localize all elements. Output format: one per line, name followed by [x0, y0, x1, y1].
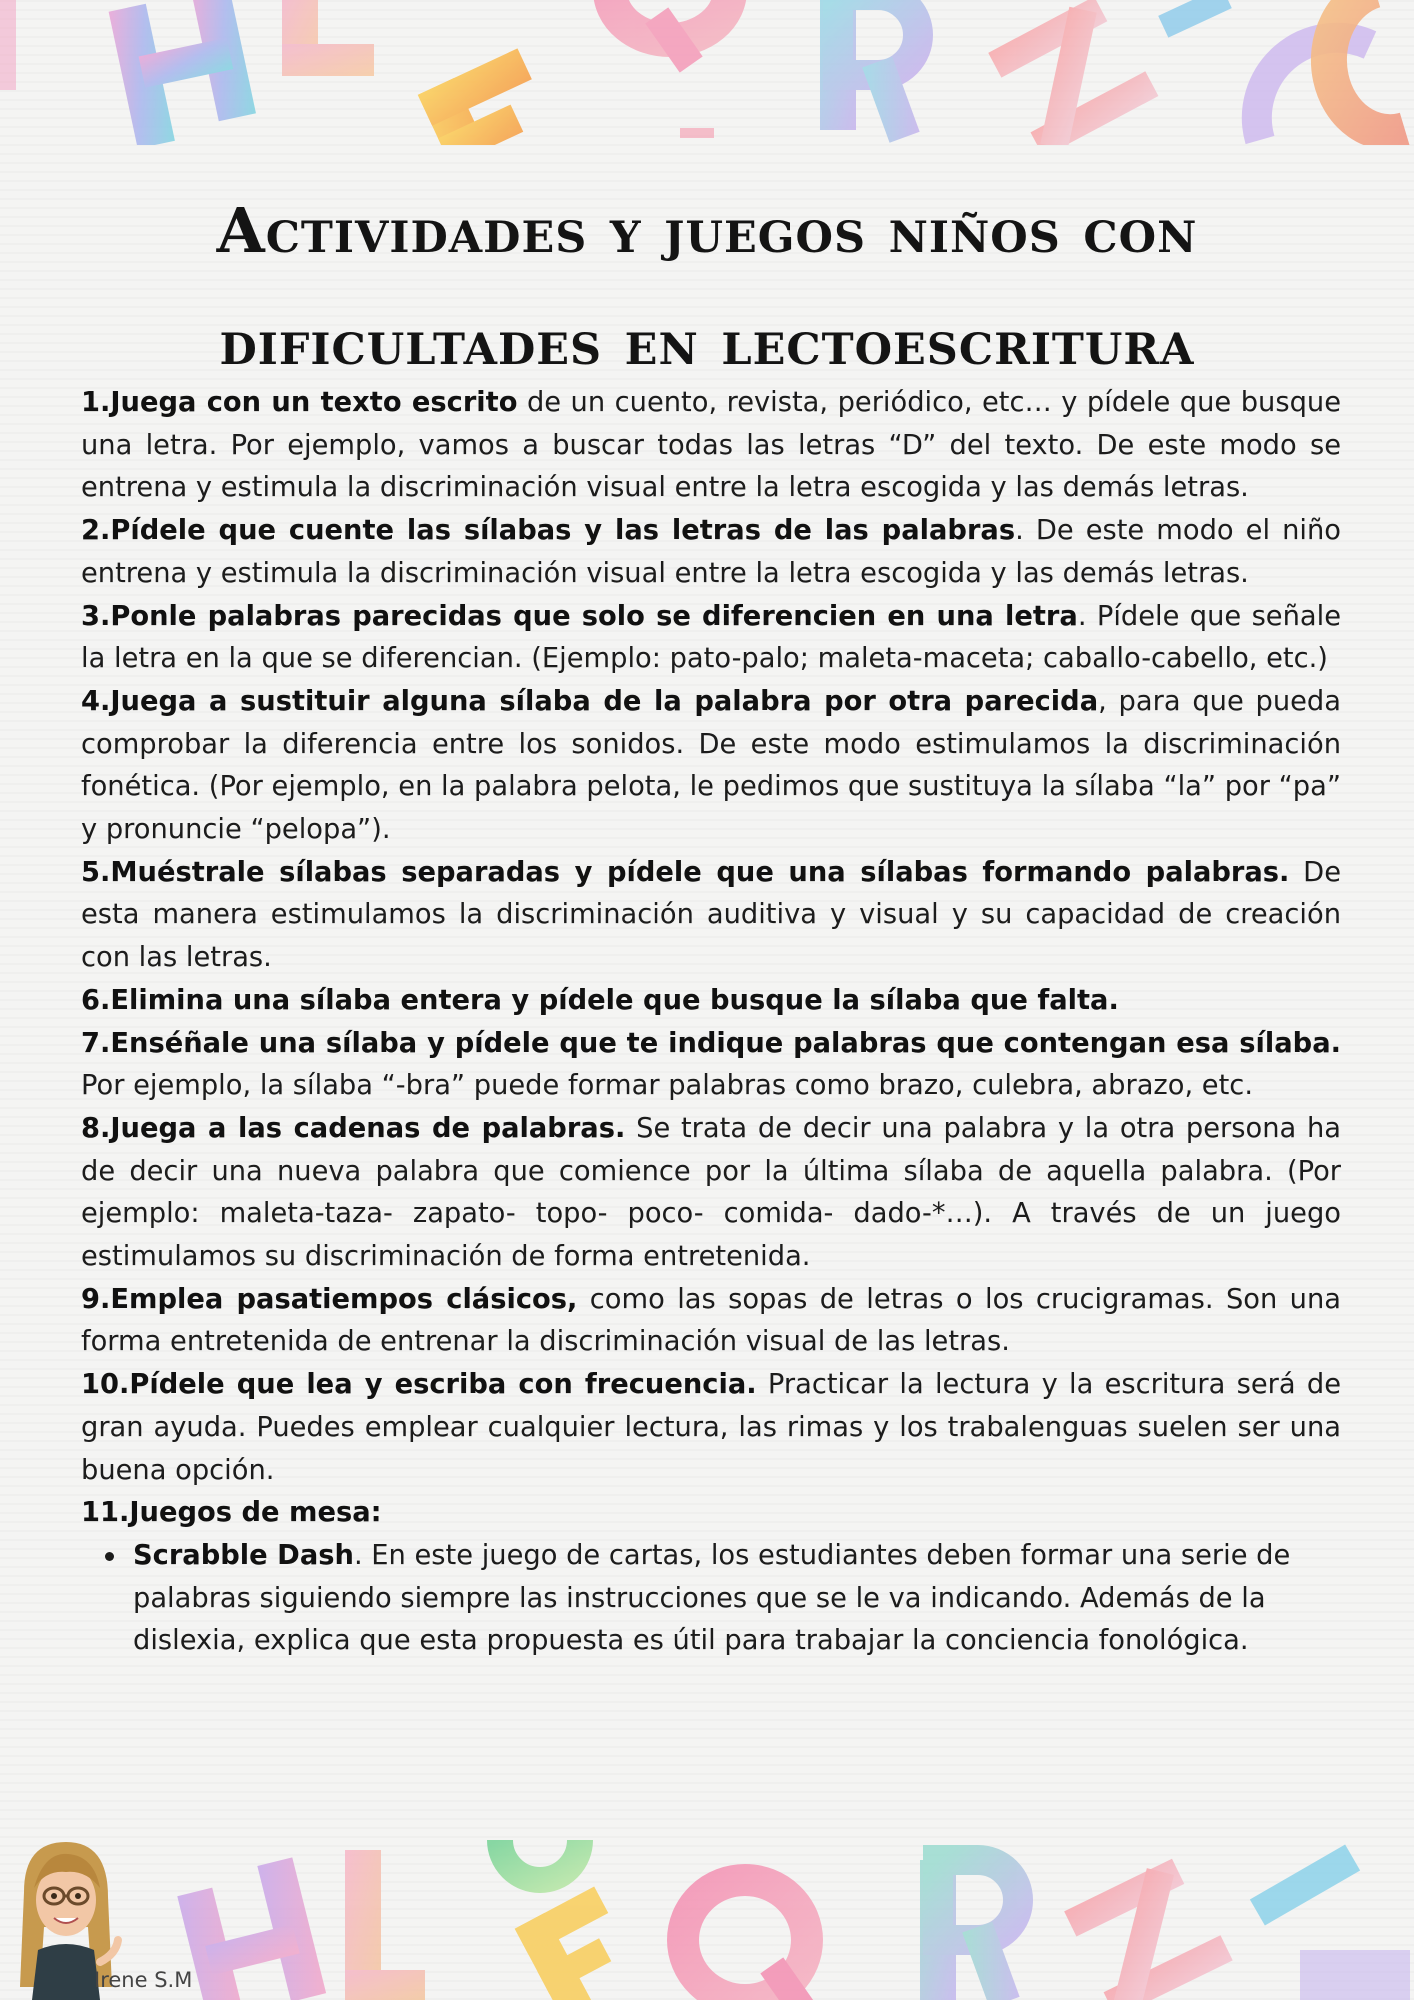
letter-fragment-left: [0, 0, 16, 90]
activity-heading: 1.Juega con un texto escrito: [81, 387, 518, 418]
author-signature: Irene S.M: [94, 1968, 193, 1992]
letter-fragment-blue: [1158, 0, 1232, 38]
activity-heading: 4.Juega a sustituir alguna sílaba de la palabra por otra parecida: [81, 685, 1099, 717]
activities-list: [81, 382, 1341, 1663]
letter-h: [107, 0, 258, 145]
letter-z: [987, 0, 1161, 145]
activity-item-10: [81, 1364, 1341, 1492]
activity-text: De esta manera estimulamos la discriminación auditiva y visual y su capacidad de creación con las letras.: [81, 856, 1341, 974]
activity-item-4: [81, 681, 1341, 852]
letter-h-bottom: [175, 1857, 329, 2000]
letter-l-bottom: [345, 1850, 425, 2000]
activity-heading: 10.Pídele que lea y escriba con frecuencia.: [81, 1369, 757, 1401]
page-title: Actividades y juegos niños con dificultades en lectoescritura: [216, 194, 1198, 379]
activity-text: Por ejemplo, la sílaba “-bra” puede formar palabras como brazo, culebra, abrazo, etc.: [81, 1070, 1253, 1102]
letter-l: [282, 0, 374, 76]
activity-text: Practicar la lectura y la escritura será de gran ayuda. Puedes emplear cualquier lectura, las rimas y los trabalenguas suelen ser una buena opción.: [81, 1369, 1341, 1486]
activity-item-6: [81, 980, 1341, 1023]
activity-text: Se trata de decir una palabra y la otra persona ha de decir una nueva palabra que comience por la última sílaba de aquella palabra. (Por ejemplo: maleta-taza- zapato- topo- poco- comida- dado-*…). A través de un juego estimulamos su discriminación de forma entretenida.: [81, 1112, 1342, 1273]
board-game-text: . En este juego de cartas, los estudiantes deben formar una serie de palabras siguiendo siempre las instrucciones que se le va indicando. Además de la dislexia, explica que esta propuesta es útil para trabajar la conciencia fonológica.: [133, 1539, 1291, 1657]
activity-heading: 6.Elimina una sílaba entera y pídele que busque la sílaba que falta.: [81, 984, 1119, 1016]
board-games-list: [81, 1535, 1341, 1663]
activity-text: . De este modo el niño entrena y estimula la discriminación visual entre la letra escogida y las demás letras.: [81, 515, 1341, 589]
letter-q-bottom: [683, 1880, 818, 2000]
activity-heading: 8.Juega a las cadenas de palabras.: [81, 1112, 626, 1144]
board-game-item: [133, 1535, 1341, 1663]
board-game-name: Scrabble Dash: [133, 1539, 354, 1571]
activity-item-3: [81, 596, 1341, 681]
activity-item-5: [81, 852, 1341, 980]
bottom-letter-banner: [0, 1840, 1414, 2000]
activity-heading: 3.Ponle palabras parecidas que solo se diferencien en una letra: [81, 600, 1078, 632]
activity-item-9: [81, 1279, 1341, 1364]
letter-fragment-lilac-bottom: [1300, 1950, 1410, 2000]
activity-item-7: [81, 1023, 1341, 1108]
letter-r-bottom: [920, 1860, 1020, 2000]
activity-item-8: [81, 1108, 1341, 1279]
bottom-letter-art: [0, 1840, 1414, 2000]
activity-text: como las sopas de letras o los crucigramas. Son una forma entretenida de entrenar la discriminación visual de las letras.: [81, 1283, 1341, 1358]
activity-item-11: [81, 1492, 1341, 1535]
activity-text: de un cuento, revista, periódico, etc… y pídele que busque una letra. Por ejemplo, vamos a buscar todas las letras “D” del texto. De este modo se entrena y estimula la discriminación visual entre la letra escogida y las demás letras.: [81, 387, 1341, 504]
activity-heading: 5.Muéstrale sílabas separadas y pídele que una sílabas formando palabras.: [81, 856, 1290, 888]
letter-r: [820, 0, 920, 143]
letter-f: [418, 48, 564, 145]
activity-item-2: [81, 510, 1341, 595]
letter-o-bottom: [500, 1840, 580, 1880]
top-letter-art: [0, 0, 1414, 145]
letter-fragment-blue-bottom: [1250, 1845, 1360, 1926]
activity-heading: 11.Juegos de mesa:: [81, 1497, 382, 1529]
letter-c: [1329, 0, 1405, 132]
letter-f-bottom: [515, 1887, 651, 2000]
activity-item-1: [81, 382, 1341, 510]
letter-fragment-mid: [680, 128, 714, 138]
activity-text: , para que pueda comprobar la diferencia entre los sonidos. De este modo estimulamos la discriminación fonética. (Por ejemplo, en la palabra pelota, le pedimos que sustituya la sílaba “la” por “pa” y pronuncie “pelopa”).: [81, 685, 1341, 846]
top-letter-banner: [0, 0, 1414, 145]
activity-heading: 7.Enséñale una sílaba y pídele que te indique palabras que contengan esa sílaba.: [81, 1027, 1341, 1059]
activity-heading: 2.Pídele que cuente las sílabas y las letras de las palabras: [81, 515, 1016, 547]
letter-z-bottom: [1063, 1852, 1235, 2000]
activity-text: . Pídele que señale la letra en la que se diferencian. (Ejemplo: pato-palo; maleta-maceta; caballo-cabello, etc.): [81, 600, 1341, 675]
letter-q: [610, 0, 730, 73]
activity-heading: 9.Emplea pasatiempos clásicos,: [81, 1283, 578, 1315]
